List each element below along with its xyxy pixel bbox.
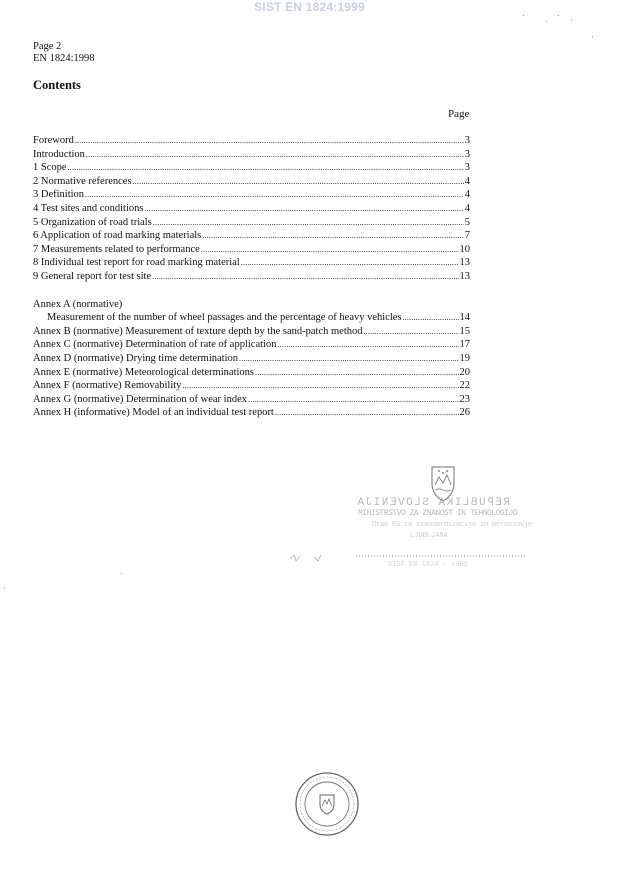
scan-speck — [4, 587, 5, 588]
page-title: Contents — [33, 78, 81, 92]
annex-a-heading: Annex A (normative) — [33, 298, 123, 310]
stamp-line-1: REPUBLIKA SLOVENIJA — [356, 497, 510, 509]
toc-entry-annex-a[interactable]: Measurement of the number of wheel passages and the percentage of heavy vehicles ..... 14 — [33, 311, 470, 325]
toc-entry-foreword[interactable]: Foreword ..... 3 — [33, 134, 470, 148]
toc-entry-annex-g[interactable]: Annex G (normative) Determination of wear index ..... 23 — [33, 393, 470, 407]
toc-entry-annex-e[interactable]: Annex E (normative) Meteorological determinations ..... 20 — [33, 366, 470, 380]
signature-dotted-line — [356, 549, 536, 561]
toc-entry-normative-references[interactable]: 2 Normative references ..... 4 — [33, 175, 470, 189]
faint-scribble — [288, 551, 328, 565]
stamp-line-2: MINISTRSTVO ZA ZNANOST IN TEHNOLOGIJO — [358, 509, 518, 518]
scan-speck — [592, 36, 593, 37]
toc-entry-annex-c[interactable]: Annex C (normative) Determination of rate of application ..... 17 — [33, 338, 470, 352]
stamp-line-3: Urad RS za standardizacijo in meroslovje — [372, 521, 533, 529]
toc-entry-annex-d[interactable]: Annex D (normative) Drying time determination ..... 19 — [33, 352, 470, 366]
scan-speck — [546, 21, 547, 22]
toc-entry-scope[interactable]: 1 Scope ..... 3 — [33, 161, 470, 175]
toc-entry-organization[interactable]: 5 Organization of road trials ..... 5 — [33, 216, 470, 230]
scan-speck — [523, 15, 524, 16]
stamp-line-4: LJUBLJANA — [410, 532, 448, 540]
watermark: SIST EN 1824:1999 — [254, 0, 365, 14]
toc-entry-general-report[interactable]: 9 General report for test site ..... 13 — [33, 270, 470, 284]
toc-entry-test-sites[interactable]: 4 Test sites and conditions ..... 4 — [33, 202, 470, 216]
scan-speck — [558, 15, 559, 16]
table-of-contents — [33, 134, 470, 420]
scan-speck — [571, 20, 572, 21]
toc-entry-introduction[interactable]: Introduction ..... 3 — [33, 148, 470, 162]
round-seal-icon — [294, 771, 360, 837]
toc-entry-application[interactable]: 6 Application of road marking materials ..... 7 — [33, 229, 470, 243]
page-column-label: Page — [448, 108, 470, 120]
page-number: Page 2 — [33, 41, 62, 52]
toc-entry-annex-b[interactable]: Annex B (normative) Measurement of texture depth by the sand-patch method ..... 15 — [33, 325, 470, 339]
toc-entry-measurements[interactable]: 7 Measurements related to performance ..... 10 — [33, 243, 470, 257]
toc-entry-annex-f[interactable]: Annex F (normative) Removability ..... 22 — [33, 379, 470, 393]
toc-entry-annex-h[interactable]: Annex H (informative) Model of an individual test report ..... 26 — [33, 406, 470, 420]
toc-entry-individual-report[interactable]: 8 Individual test report for road marking material ..... 13 — [33, 256, 470, 270]
scan-speck — [121, 573, 122, 574]
stamp-line-5: SIST EN 1824 : 1999 — [388, 561, 468, 569]
standard-id: EN 1824:1998 — [33, 53, 95, 64]
toc-entry-definition[interactable]: 3 Definition ..... 4 — [33, 188, 470, 202]
